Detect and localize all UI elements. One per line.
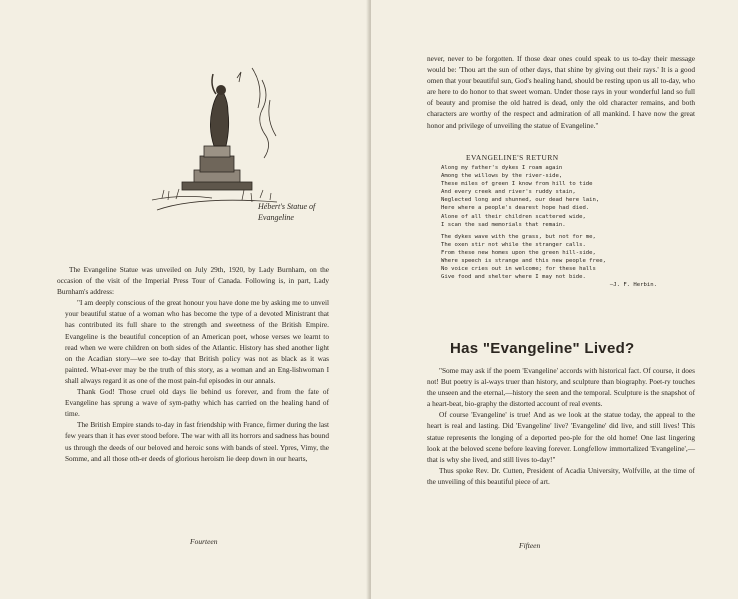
poem-line: Here where a people's dearest hope had died. [441, 205, 590, 212]
poem-line: Where speech is strange and this new people free, [441, 258, 607, 265]
left-body-text [57, 264, 329, 464]
left-paragraph-intro: The Evangeline Statue was unveiled on July 29th, 1920, by Lady Burnham, on the occasion of the visit of the Imperial Press Tour of Canada. Following is, in part, Lady Burnham's address: [57, 265, 329, 297]
poem-line: From these new homes upon the green hill-side, [441, 249, 596, 256]
poem-attribution: —J. F. Herbin. [609, 282, 657, 289]
right-paragraph-poetry: "Some may ask if the poem 'Evangeline' accords with historical fact. Of course, it does not! But poetry is al-ways truer than history, and sculpture than biography. Poet-ry touches the unseen and the eternal,—history the seen and the temporal. Sculpture is the snapshot of a heart-beat, bio-graphy the distorted account of real events. [427, 366, 695, 409]
page-number-fifteen: Fifteen [519, 541, 541, 550]
left-paragraph-thank-god: Thank God! Those cruel old days lie behind us forever, and from the fate of Evangeline has sprung a wave of sym-pathy which has carried on the healing hand of time. [65, 387, 329, 419]
poem-line: And every creek and river's ruddy stain, [441, 189, 576, 196]
left-paragraph-empire: The British Empire stands to-day in fast friendship with France, firmer during the last few years than it has ever stood before. The war with all its horrors and sadness has bound us through the deeds of our beloved and heroic sons with bands of steel. Ypres, Vimy, the Somme, and all those oth-er deeds of glorious heroism lie deep down in our hearts, [65, 420, 329, 463]
poem-line: The oxen stir not while the stranger calls. [441, 241, 586, 248]
poem-line: Along my father's dykes I roam again [441, 165, 563, 171]
left-paragraph-address: "I am deeply conscious of the great honour you have done me by asking me to unveil your beautiful statue of a woman who has become the type of a devoted Ministrant that has contributed its full share to the strength and sweetness of the British Empire. Evangeline is the beautiful conception of an American poet, whose verses we learnt to read when we were children on both sides of the Atlantic. History has shed another light on the Acadian story—we see to-day that British policy was not as black as it was painted. What-ever may be the truth of this story, as a woman and an Eng-lishwoman I shall always regard it as one of the most pain-ful episodes in our annals. [65, 298, 329, 385]
poem-line: I scan the sad memorials that remain. [441, 221, 566, 228]
poem-line: Neglected long and shunned, our dead here lain, [441, 197, 600, 204]
right-paragraph-cutten: Thus spoke Rev. Dr. Cutten, President of Acadia University, Wolfville, at the time of the unveiling of this beautiful piece of art. [427, 465, 695, 486]
poem-line: Alone of all their children scattered wide, [441, 213, 586, 220]
poem-line: Among the willows by the river-side, [441, 173, 563, 180]
statue-illustration [142, 60, 292, 220]
right-top-text [427, 53, 695, 131]
poem-line: These miles of green I know from hill to tide [441, 181, 593, 188]
poem [441, 164, 691, 289]
illustration-caption [258, 201, 320, 223]
poem-line: Give food and shelter where I may not bide. [441, 274, 586, 281]
caption-line-2: Evangeline [258, 213, 294, 222]
page-number-fourteen: Fourteen [190, 537, 218, 546]
poem-line: The dykes wave with the grass, but not for me, [441, 233, 596, 240]
caption-line-1: Hébert's Statue of [258, 202, 316, 211]
right-paragraph-true: Of course 'Evangeline' is true! And as we look at the statue today, the appeal to the heart is real and lasting. Did 'Evangeline' live? 'Evangeline' did live, and still lives! This statue represents the longing of a deported peo-ple for the old home! One last lingering look at the beloved scene before leaving forever. Longfellow immortalized 'Evangeline',—that is why she lived, and still lives to-day!" [427, 410, 695, 464]
section-heading: Has "Evangeline" Lived? [450, 340, 635, 357]
right-body-text [427, 365, 695, 487]
poem-line: No voice cries out in welcome; for these halls [441, 266, 596, 273]
poem-title: EVANGELINE'S RETURN [466, 153, 559, 162]
right-paragraph-continued: never, never to be forgotten. If those dear ones could speak to us to-day their message would be: 'Thou art the sun of other days, that shine by giving out their rays.' It is a good omen that your beautiful sun, God's healing hand, should be resting upon us all to-day, who are here to do honor to that sweet woman. Under those rays in your wonderful land so full of beauty and promise the old hatred is dead, only the old character remains, and both characters are worthy of the respect and admiration of all mankind. I have now the great honor and privilege of unveiling the statue of Evangeline." [427, 54, 695, 130]
